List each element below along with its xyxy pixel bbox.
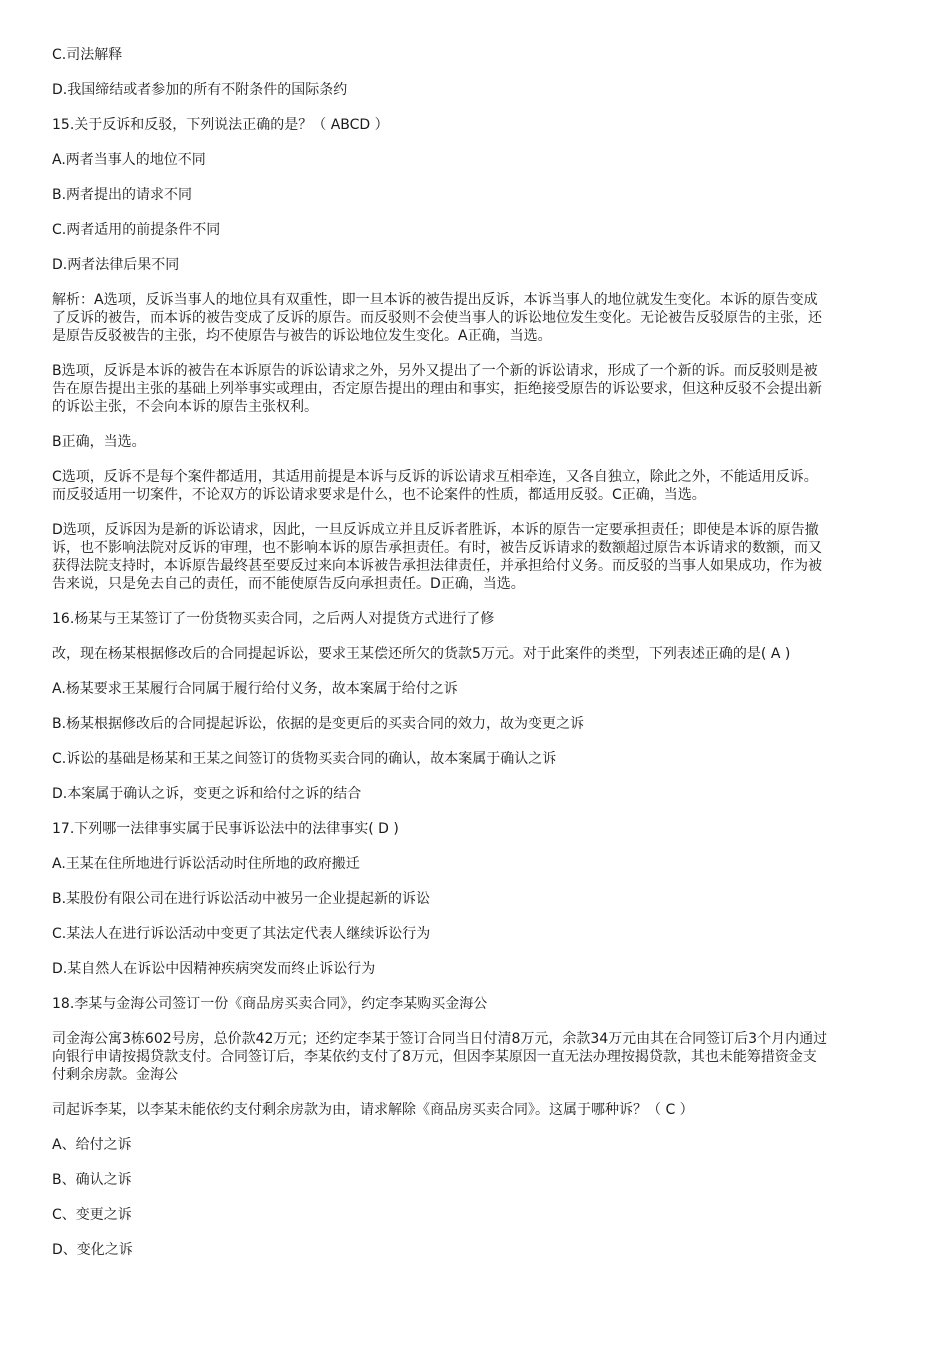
paragraph-line: 而反驳适用一切案件，不论双方的诉讼请求要求是什么，也不论案件的性质，都适用反驳。C正确，当选。 <box>52 487 706 503</box>
question-17: 17.下列哪一法律事实属于民事诉讼法中的法律事实( D ) <box>52 821 399 837</box>
q16-option-b: B.杨某根据修改后的合同提起诉讼，依据的是变更后的买卖合同的效力，故为变更之诉 <box>52 716 585 732</box>
paragraph-line: 的诉讼主张，不会向本诉的原告主张权利。 <box>52 399 318 415</box>
paragraph-line: 司金海公寓3栋602号房，总价款42万元；还约定李某于签订合同当日付清8万元，余款34万元由其在合同签订后3个月内通过 <box>52 1031 828 1047</box>
q17-option-c: C.某法人在进行诉讼活动中变更了其法定代表人继续诉讼行为 <box>52 926 431 942</box>
q16-option-d: D.本案属于确认之诉，变更之诉和给付之诉的结合 <box>52 786 362 802</box>
q15-option-b: B.两者提出的请求不同 <box>52 187 193 203</box>
q15-analysis-a <box>52 291 898 345</box>
paragraph-line: 了反诉的被告，而本诉的被告变成了反诉的原告。而反驳则不会使当事人的诉讼地位发生变化。无论被告反驳原告的主张，还 <box>52 310 822 326</box>
q17-option-d: D.某自然人在诉讼中因精神疾病突发而终止诉讼行为 <box>52 961 376 977</box>
option-c-judicial-interpretation: C.司法解释 <box>52 47 123 63</box>
paragraph-line: B选项，反诉是本诉的被告在本诉原告的诉讼请求之外，另外又提出了一个新的诉讼请求，形成了一个新的诉。而反驳则是被 <box>52 363 818 379</box>
q18-option-b: B、确认之诉 <box>52 1172 132 1188</box>
q16-option-a: A.杨某要求王某履行合同属于履行给付义务，故本案属于给付之诉 <box>52 681 458 697</box>
question-16-part-1: 16.杨某与王某签订了一份货物买卖合同，之后两人对提货方式进行了修 <box>52 611 495 627</box>
q15-option-a: A.两者当事人的地位不同 <box>52 152 206 168</box>
q15-analysis-b-conclusion: B正确，当选。 <box>52 434 146 450</box>
question-18-part-3: 司起诉李某，以李某未能依约支付剩余房款为由，请求解除《商品房买卖合同》。这属于哪种诉？（ C ） <box>52 1102 694 1118</box>
q15-option-c: C.两者适用的前提条件不同 <box>52 222 221 238</box>
q15-analysis-c <box>52 468 898 504</box>
document-page <box>52 46 898 1276</box>
q18-option-a: A、给付之诉 <box>52 1137 132 1153</box>
paragraph-line: 诉，也不影响法院对反诉的审理，也不影响本诉的原告承担责任。有时，被告反诉请求的数额超过原告本诉请求的数额，而又 <box>52 540 822 556</box>
q15-analysis-d <box>52 521 898 593</box>
q15-analysis-b <box>52 362 898 416</box>
q18-option-d: D、变化之诉 <box>52 1242 133 1258</box>
question-16-part-2: 改，现在杨某根据修改后的合同提起诉讼，要求王某偿还所欠的货款5万元。对于此案件的类型，下列表述正确的是( A ) <box>52 646 791 662</box>
paragraph-line: 获得法院支持时，本诉原告最终甚至要反过来向本诉被告承担法律责任，并承担给付义务。而反驳的当事人如果成功，作为被 <box>52 558 822 574</box>
paragraph-line: 解析：A选项，反诉当事人的地位具有双重性，即一旦本诉的被告提出反诉，本诉当事人的地位就发生变化。本诉的原告变成 <box>52 292 818 308</box>
paragraph-line: 告来说，只是免去自己的责任，而不能使原告反向承担责任。D正确，当选。 <box>52 576 525 592</box>
paragraph-line: C选项，反诉不是每个案件都适用，其适用前提是本诉与反诉的诉讼请求互相牵连，又各自独立，除此之外，不能适用反诉。 <box>52 469 818 485</box>
option-d-international-treaties: D.我国缔结或者参加的所有不附条件的国际条约 <box>52 82 348 98</box>
paragraph-line: 是原告反驳被告的主张，均不使原告与被告的诉讼地位发生变化。A正确，当选。 <box>52 328 552 344</box>
q17-option-b: B.某股份有限公司在进行诉讼活动中被另一企业提起新的诉讼 <box>52 891 431 907</box>
question-18-part-2 <box>52 1030 898 1084</box>
q18-option-c: C、变更之诉 <box>52 1207 132 1223</box>
question-15: 15.关于反诉和反驳，下列说法正确的是？（ ABCD ） <box>52 117 389 133</box>
question-18-part-1: 18.李某与金海公司签订一份《商品房买卖合同》，约定李某购买金海公 <box>52 996 488 1012</box>
q17-option-a: A.王某在住所地进行诉讼活动时住所地的政府搬迁 <box>52 856 360 872</box>
paragraph-line: 告在原告提出主张的基础上列举事实或理由，否定原告提出的理由和事实，拒绝接受原告的诉讼要求，但这种反驳不会提出新 <box>52 381 822 397</box>
q15-option-d: D.两者法律后果不同 <box>52 257 180 273</box>
q16-option-c: C.诉讼的基础是杨某和王某之间签订的货物买卖合同的确认，故本案属于确认之诉 <box>52 751 557 767</box>
paragraph-line: 付剩余房款。金海公 <box>52 1067 178 1083</box>
paragraph-line: D选项，反诉因为是新的诉讼请求，因此，一旦反诉成立并且反诉者胜诉，本诉的原告一定要承担责任；即使是本诉的原告撤 <box>52 522 819 538</box>
paragraph-line: 向银行申请按揭贷款支付。合同签订后，李某依约支付了8万元，但因李某原因一直无法办理按揭贷款，其也未能筹措资金支 <box>52 1049 817 1065</box>
